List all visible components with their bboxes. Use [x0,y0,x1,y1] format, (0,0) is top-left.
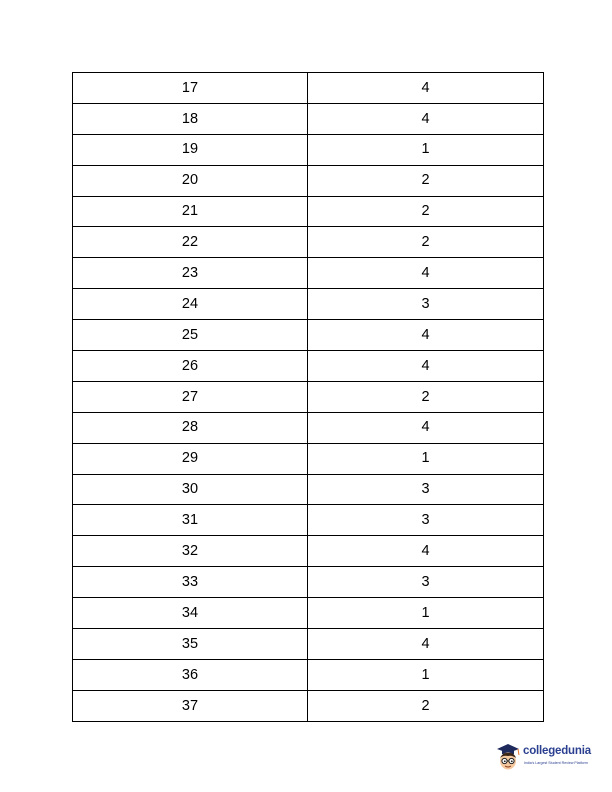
answer-cell: 4 [308,629,544,660]
answer-cell: 2 [308,690,544,721]
table-row [73,73,544,104]
collegedunia-logo [494,742,612,776]
question-number-cell: 28 [73,412,308,443]
answer-cell: 1 [308,134,544,165]
question-number-cell: 31 [73,505,308,536]
answer-cell: 2 [308,381,544,412]
answer-cell: 2 [308,227,544,258]
answer-cell: 4 [308,73,544,104]
table-row [73,351,544,382]
table-row [73,289,544,320]
answer-cell: 4 [308,351,544,382]
answer-cell: 4 [308,320,544,351]
answer-cell: 4 [308,536,544,567]
table-row [73,474,544,505]
question-number-cell: 20 [73,165,308,196]
table-row [73,320,544,351]
question-number-cell: 21 [73,196,308,227]
answer-cell: 1 [308,659,544,690]
question-number-cell: 30 [73,474,308,505]
logo-name: collegedunia [523,745,591,757]
question-number-cell: 25 [73,320,308,351]
answer-cell: 2 [308,165,544,196]
question-number-cell: 32 [73,536,308,567]
table-row [73,659,544,690]
question-number-cell: 29 [73,443,308,474]
table-row [73,536,544,567]
question-number-cell: 33 [73,567,308,598]
question-number-cell: 22 [73,227,308,258]
question-number-cell: 24 [73,289,308,320]
answer-cell: 3 [308,474,544,505]
question-number-cell: 19 [73,134,308,165]
question-number-cell: 17 [73,73,308,104]
table-row [73,629,544,660]
table-row [73,443,544,474]
answer-cell: 4 [308,103,544,134]
table-row [73,196,544,227]
answer-cell: 1 [308,443,544,474]
table-row [73,165,544,196]
table-row [73,412,544,443]
student-mascot-icon [494,742,522,772]
answer-key-body [73,73,544,722]
logo-tagline: India's Largest Student Review Platform [524,761,588,765]
answer-cell: 1 [308,598,544,629]
answer-cell: 2 [308,196,544,227]
table-row [73,134,544,165]
question-number-cell: 26 [73,351,308,382]
question-number-cell: 27 [73,381,308,412]
question-number-cell: 37 [73,690,308,721]
question-number-cell: 36 [73,659,308,690]
table-row [73,227,544,258]
table-row [73,598,544,629]
answer-cell: 3 [308,289,544,320]
table-row [73,258,544,289]
answer-cell: 3 [308,505,544,536]
table-row [73,381,544,412]
question-number-cell: 35 [73,629,308,660]
answer-cell: 4 [308,412,544,443]
table-row [73,567,544,598]
table-row [73,103,544,134]
question-number-cell: 18 [73,103,308,134]
table-row [73,690,544,721]
answer-key-table [72,72,544,722]
question-number-cell: 23 [73,258,308,289]
table-row [73,505,544,536]
answer-cell: 3 [308,567,544,598]
question-number-cell: 34 [73,598,308,629]
answer-cell: 4 [308,258,544,289]
